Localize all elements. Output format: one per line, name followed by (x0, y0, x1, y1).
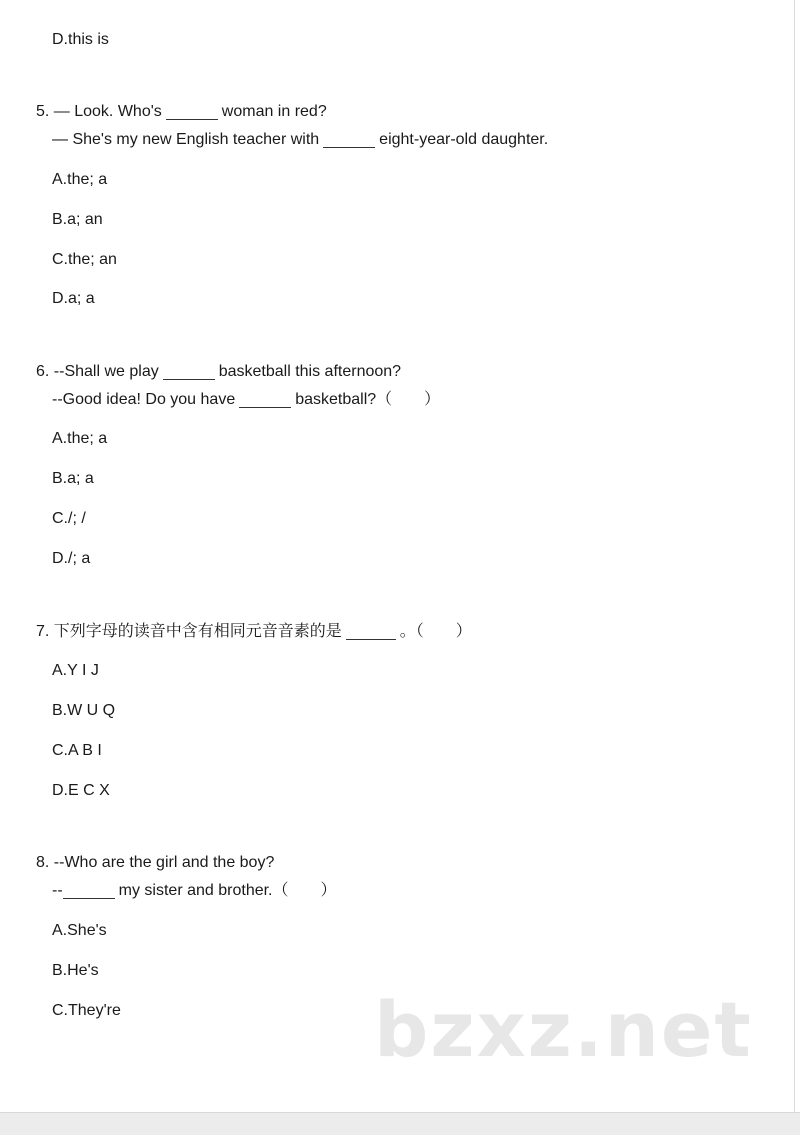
q6-stem-line2 (52, 390, 440, 410)
q7-line1-text-post: 。（ ） (399, 623, 472, 640)
q7-option-c[interactable]: C.A B I (52, 742, 102, 759)
watermark: bzxz.net (374, 985, 753, 1074)
q5-option-c[interactable]: C.the; an (52, 251, 117, 268)
bottom-page-gap (0, 1112, 800, 1135)
q8-stem-line1: 8. --Who are the girl and the boy? (36, 854, 275, 871)
q8-line2-text-pre: -- (52, 882, 63, 899)
q6-line1-text-pre: 6. --Shall we play (36, 363, 159, 380)
q5-blank-2 (323, 131, 375, 148)
q5-stem-line2 (52, 130, 548, 150)
q7-line1-text-pre: 7. 下列字母的读音中含有相同元音音素的是 (36, 623, 342, 640)
q7-option-b[interactable]: B.W U Q (52, 702, 116, 719)
q8-option-b[interactable]: B.He's (52, 962, 99, 979)
q7-blank-1 (346, 623, 396, 640)
q6-line2-text-post: basketball?（ ） (295, 391, 441, 408)
q5-stem-line1 (36, 102, 327, 122)
q6-option-a[interactable]: A.the; a (52, 430, 108, 447)
q5-line2-text-post: eight-year-old daughter. (379, 131, 549, 148)
q5-blank-1 (166, 103, 218, 120)
q5-line2-text-pre: — She's my new English teacher with (52, 131, 320, 148)
q6-line2-text-pre: --Good idea! Do you have (52, 391, 236, 408)
q7-option-d[interactable]: D.E C X (52, 782, 110, 799)
q8-blank-1 (63, 882, 115, 899)
q8-option-c[interactable]: C.They're (52, 1002, 121, 1019)
q6-option-c[interactable]: C./; / (52, 510, 86, 527)
q8-option-a[interactable]: A.She's (52, 922, 107, 939)
q8-line2-text-post: my sister and brother.（ ） (118, 882, 337, 899)
q5-line1-text-post: woman in red? (221, 103, 327, 120)
q5-option-b[interactable]: B.a; an (52, 211, 103, 228)
q5-line1-text-pre: 5. — Look. Who's (36, 103, 162, 120)
q6-option-b[interactable]: B.a; a (52, 470, 94, 487)
q6-stem-line1 (36, 362, 401, 382)
q4-option-d[interactable]: D.this is (52, 31, 109, 48)
q6-option-d[interactable]: D./; a (52, 550, 91, 567)
q6-line1-text-post: basketball this afternoon? (218, 363, 402, 380)
q7-option-a[interactable]: A.Y I J (52, 662, 99, 679)
q5-option-d[interactable]: D.a; a (52, 290, 95, 307)
q6-blank-1 (163, 363, 215, 380)
q8-stem-line2 (52, 881, 337, 901)
q6-blank-2 (239, 391, 291, 408)
q7-stem-line1 (36, 622, 472, 642)
q5-option-a[interactable]: A.the; a (52, 171, 108, 188)
